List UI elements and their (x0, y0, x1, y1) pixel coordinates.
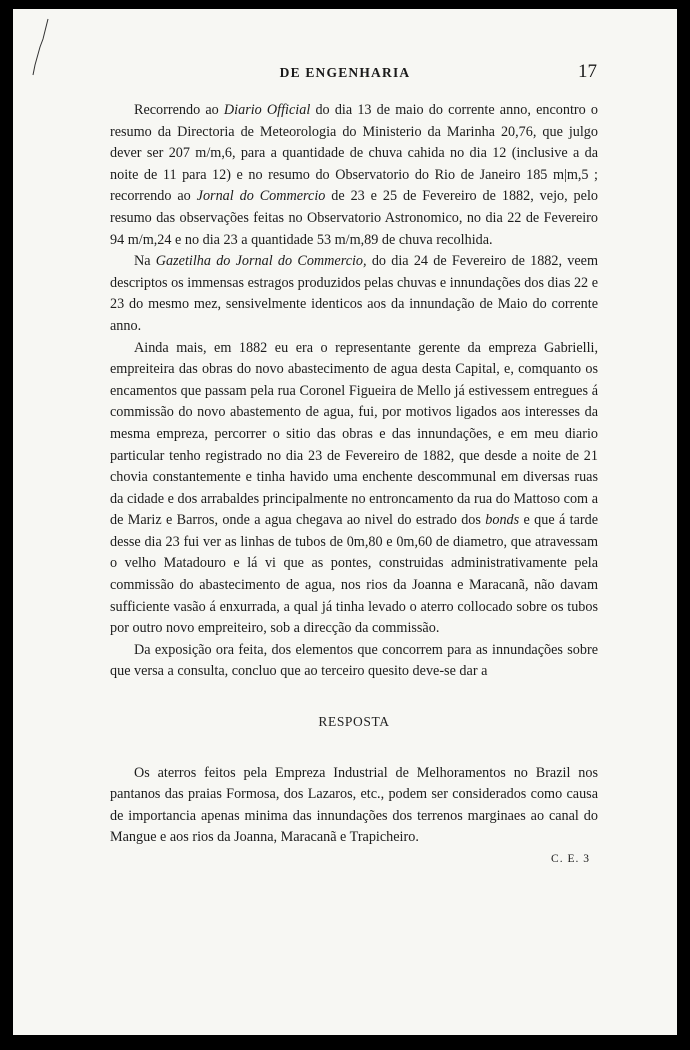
text-run: do dia 24 de Fevereiro de 1882, veem descriptos os immensas estragos produzidos pelas chuvas e innundações dos dias 22 e 23 do mesmo mez, sensivelmente identicos aos da innundação de Maio do corrente anno. (110, 253, 599, 334)
text-run: e que á tarde desse dia 23 fui ver as linhas de tubos de 0m,80 e 0m,60 de diametro, que atravessam o velho Matadouro e lá vi que as pontes, construidas administrativamente pela commissão do abastecimento de agua, nos rios da Joanna e Maracanã, não davam sufficiente vasão á enxurrada, a qual já tinha levado o aterro collocado sobre os tubos por outro novo empreiteiro, sob a direcção da commissão. (110, 512, 598, 637)
paragraph-1 (110, 100, 598, 251)
paragraph-3 (110, 338, 598, 640)
text-run: Recorrendo ao (134, 102, 224, 118)
page-header (13, 61, 677, 85)
section-heading: RESPOSTA (318, 714, 390, 730)
text-run: Os aterros feitos pela Empreza Industrial de Melhoramentos no Brazil nos pantanos das praias Formosa, dos Lazaros, etc., podem ser considerados como causa de importancia apenas minima das innundações dos terrenos marginaes ao canal do Mangue e aos rios da Joanna, Maracanã e Trapicheiro. (110, 764, 598, 846)
text-run: de 23 e 25 de Fevereiro de 1882, vejo, pelo resumo das observações feitas no Observatorio Astronomico, no dia 22 de Fevereiro 94 m/m,24 e no dia 23 a quantidade 53 m/m,89 de chuva recolhida. (110, 188, 598, 248)
paragraph-4 (110, 640, 598, 683)
page-number: 17 (578, 61, 597, 82)
text-run: Na (134, 253, 156, 270)
italic-run: Diario Official (223, 102, 311, 118)
text-run: do dia 13 de maio do corrente anno, encontro o resumo da Directoria de Meteorologia do Ministerio da Marinha 20,76, que julgo dever ser 207 m/m,6, para a quantidade de chuva cahida no dia 12 (inclusive a da noite de 11 para 12) e no resumo do Observatorio do Rio de Janeiro 185 m|m,5 ; recorrendo ao (110, 102, 598, 205)
text-run: Da exposição ora feita, dos elementos que concorrem para as innundações sobre que versa a consulta, concluo que ao terceiro quesito deve-se dar a (110, 641, 598, 680)
italic-run: bonds (485, 512, 520, 529)
text-run: Ainda mais, em 1882 eu era o representante gerente da empreza Gabrielli, empreiteira das obras do novo abastecimento de agua desta Capital, e, comquanto os encamentos que passam pela rua Coronel Figueira de Mello já estivessem entregues á commissão do novo abastemento de agua, fui, por motivos ligados aos interesses da mesma empreza, percorrer o sitio das obras e das innundações, e em meu diario particular tenho registrado no dia 23 de Fevereiro de 1882, que desde a noite de 21 chovia constantemente e tinha havido uma enchente descommunal em diversas ruas da cidade e dos arrabaldes principalmente no entroncamento da rua do Mattoso com a de Mariz e Barros, onde a agua chegava ao nivel do estrado dos (110, 339, 598, 529)
signature-mark: C. E. 3 (551, 853, 590, 865)
paragraph-5 (110, 763, 598, 849)
italic-run: Jornal do Commercio (196, 188, 326, 205)
book-page (13, 9, 677, 1035)
paragraph-2 (110, 251, 598, 337)
running-head: DE ENGENHARIA (279, 65, 411, 80)
body-text (110, 100, 598, 871)
italic-run: Gazetilha do Jornal do Commercio, (155, 253, 367, 270)
